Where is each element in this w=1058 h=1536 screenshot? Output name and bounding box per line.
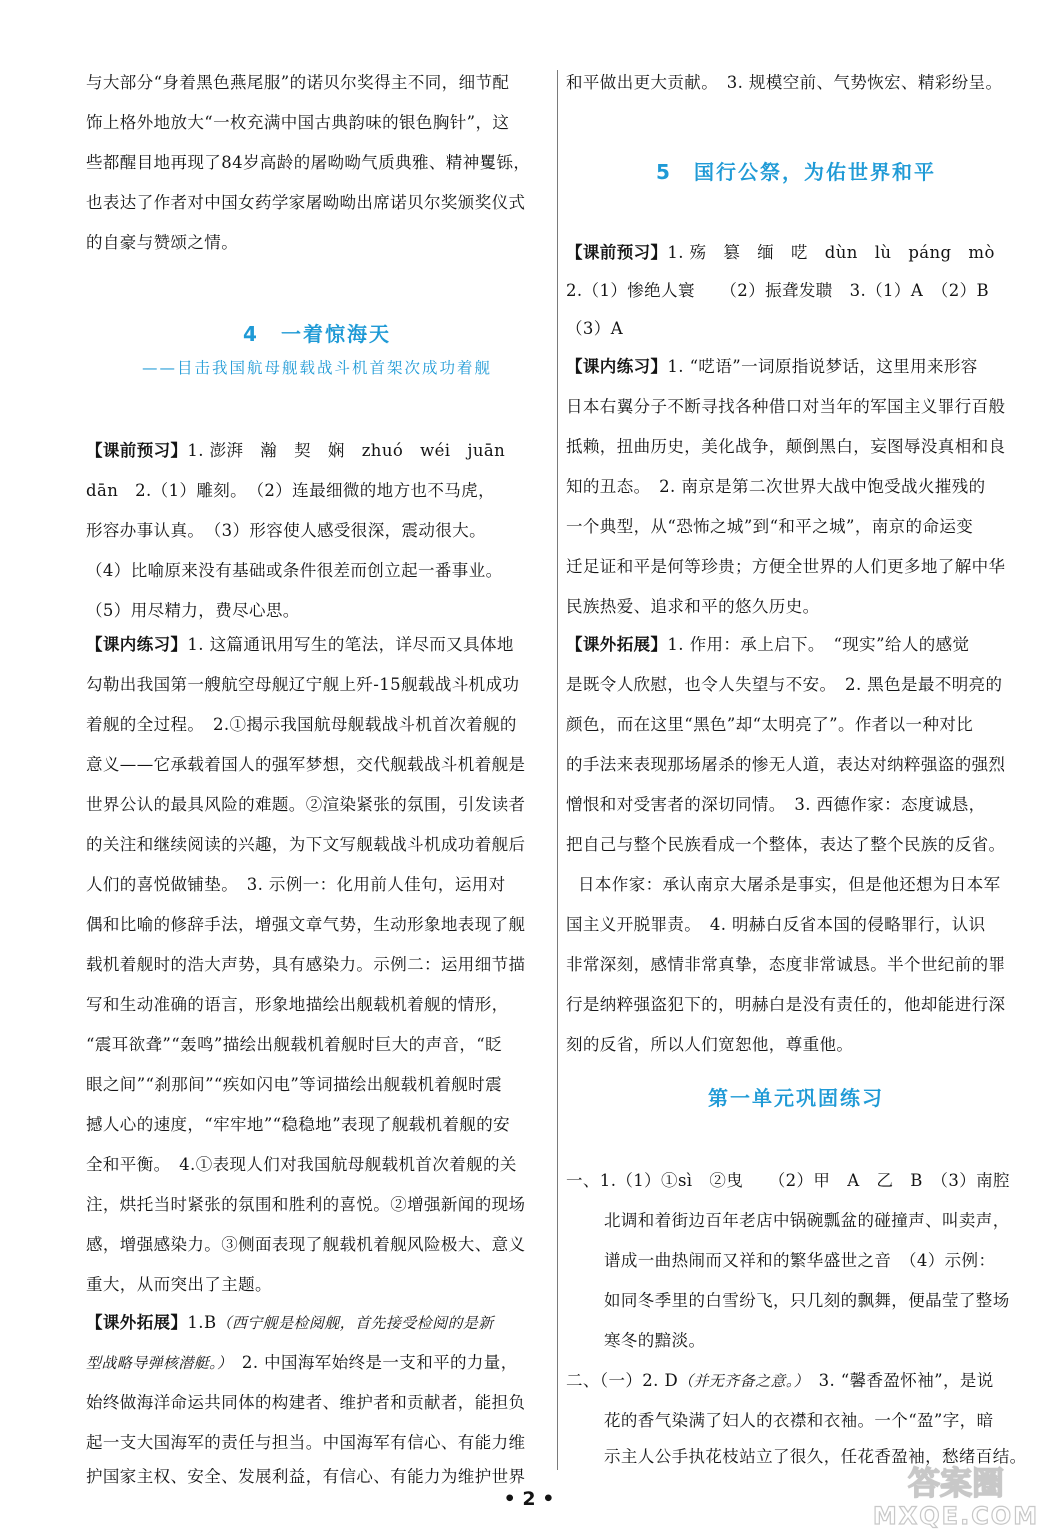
extension-tag: 【课外拓展】 <box>86 1313 188 1332</box>
text-line: 刻的反省，所以人们宽恕他，尊重他。 <box>566 1035 854 1054</box>
text-line: 花的香气染满了妇人的衣襟和衣袖。一个“盈”字，暗 <box>604 1411 994 1430</box>
text-line: 日本右翼分子不断寻找各种借口对当年的军国主义罪行百般 <box>566 397 1006 416</box>
answer-text: 二、（一）2. D <box>566 1371 679 1390</box>
text-line: 是既令人欣慰，也令人失望与不安。 2. 黑色是最不明亮的 <box>566 675 1003 694</box>
text-line: 抵赖，扭曲历史，美化战争，颠倒黑白，妄图辱没真相和良 <box>566 437 1006 456</box>
text-line: 把自己与整个民族看成一个整体，表达了整个民族的反省。 <box>566 835 1006 854</box>
text-line: 撼人心的速度，“牢牢地”“稳稳地”表现了舰载机着舰的安 <box>86 1115 511 1134</box>
text-line: 如同冬季里的白雪纷飞，只几刻的飘舞，便晶莹了整场 <box>604 1291 1010 1310</box>
text-line: 的关注和继续阅读的兴趣，为下文写舰载战斗机成功着舰后 <box>86 835 526 854</box>
extension-answer: 1.B <box>187 1313 217 1332</box>
section-4-title: 4 一着惊海天 <box>243 322 391 346</box>
section-4-subtitle: ——目击我国航母舰载战斗机首架次成功着舰 <box>141 359 492 377</box>
text-line: 起一支大国海军的责任与担当。中国海军有信心、有能力维 <box>86 1433 526 1452</box>
text-line: 行是纳粹强盗犯下的，明赫白是没有责任的，他却能进行深 <box>566 995 1006 1014</box>
text-line: 感，增强感染力。③侧面表现了舰载机着舰风险极大、意义 <box>86 1235 526 1254</box>
watermark-text: 答案圈 <box>907 1464 1005 1502</box>
column-divider <box>557 70 558 1470</box>
watermark-logo <box>862 1458 1050 1530</box>
text-line: 知的丑态。 2. 南京是第二次世界大战中饱受战火摧残的 <box>566 477 986 496</box>
text-line: 载机着舰时的浩大声势，具有感染力。示例二：运用细节描 <box>86 955 526 974</box>
text-line: 始终做海洋命运共同体的构建者、维护者和贡献者，能担负 <box>86 1393 526 1412</box>
practice-tag: 【课内练习】 <box>566 357 668 376</box>
practice-text: 1. 这篇通讯用写生的笔法，详尽而又具体地 <box>187 635 514 654</box>
extension-note: （西宁舰是检阅舰，首先接受检阅的是新 <box>216 1314 494 1332</box>
watermark-url: MXQE.COM <box>872 1502 1040 1530</box>
text-line: 憎恨和对受害者的深切同情。 3. 西德作家：态度诚恳， <box>566 795 986 814</box>
text-line: 寒冬的黯淡。 <box>604 1331 706 1350</box>
practice-text: 1. “呓语”一词原指说梦话，这里用来形容 <box>667 357 978 376</box>
preview-line <box>566 242 995 264</box>
extension-tag: 【课外拓展】 <box>566 635 668 654</box>
text-line: （3）A <box>566 319 624 338</box>
text-line <box>86 1352 518 1374</box>
text-line: 国主义开脱罪责。 4. 明赫白反省本国的侵略罪行，认识 <box>566 915 986 934</box>
text-line: 和平做出更大贡献。 3. 规模空前、气势恢宏、精彩纷呈。 <box>566 73 1003 92</box>
text-line: 一、1.（1）①sì ②曳 （2）甲 A 乙 B （3）南腔 <box>566 1171 1010 1190</box>
extension-text: 1. 作用：承上启下。 “现实”给人的感觉 <box>667 635 970 654</box>
text-line: 勾勒出我国第一艘航空母舰辽宁舰上歼-15舰载战斗机成功 <box>86 675 520 694</box>
answer-text: 3. “馨香盈怀袖”，是说 <box>801 1371 994 1390</box>
extension-note: 型战略导弹核潜艇。） <box>86 1354 226 1372</box>
text-line: 非常深刻，感情非常真挚，态度非常诚恳。半个世纪前的罪 <box>566 955 1006 974</box>
text-line: 也表达了作者对中国女药学家屠呦呦出席诺贝尔奖颁奖仪式 <box>86 193 526 212</box>
text-line: 迁足证和平是何等珍贵；方便全世界的人们更多地了解中华 <box>566 557 1006 576</box>
practice-tag: 【课内练习】 <box>86 635 188 654</box>
text-line: 些都醒目地再现了84岁高龄的屠呦呦气质典雅、精神矍铄， <box>86 153 531 172</box>
preview-tag: 【课前预习】 <box>566 243 668 262</box>
preview-text: 1. 澎湃 瀚 契 娴 zhuó wéi juān <box>187 441 506 460</box>
text-line: 形容办事认真。 （3）形容使人感受很深，震动很大。 <box>86 521 486 540</box>
text-line <box>566 1370 994 1392</box>
text-line: 2.（1）惨绝人寰 （2）振聋发聩 3.（1）A （2）B <box>566 281 990 300</box>
extension-text: 2. 中国海军始终是一支和平的力量， <box>225 1353 518 1372</box>
text-line: 与大部分“身着黑色燕尾服”的诺贝尔奖得主不同，细节配 <box>86 73 510 92</box>
text-line: 的自豪与赞颂之情。 <box>86 233 239 252</box>
text-line: “震耳欲聋”“轰鸣”描绘出舰载机着舰时巨大的声音，“眨 <box>86 1035 502 1054</box>
text-line: 偶和比喻的修辞手法，增强文章气势，生动形象地表现了舰 <box>86 915 526 934</box>
text-line: 意义——它承载着国人的强军梦想，交代舰载战斗机着舰是 <box>86 755 526 774</box>
practice-line <box>566 356 978 378</box>
preview-text: 1. 殇 篡 缅 呓 dùn lù páng mò <box>667 243 995 262</box>
preview-tag: 【课前预习】 <box>86 441 188 460</box>
text-line: 饰上格外地放大“一枚充满中国古典韵味的银色胸针”，这 <box>86 113 510 132</box>
extension-line <box>566 634 969 656</box>
text-line: 民族热爱、追求和平的悠久历史。 <box>566 597 820 616</box>
text-line: 重大，从而突出了主题。 <box>86 1275 272 1294</box>
text-line: 的手法来表现那场屠杀的惨无人道，表达对纳粹强盗的强烈 <box>566 755 1006 774</box>
text-line: 示主人公手执花枝站立了很久，任花香盈袖，愁绪百结。 <box>604 1447 1027 1466</box>
text-line: 全和平衡。 4.①表现人们对我国航母舰载机首次着舰的关 <box>86 1155 517 1174</box>
answer-note: （并无齐备之意。） <box>678 1372 802 1390</box>
text-line: 眼之间”“刹那间”“疾如闪电”等词描绘出舰载机着舰时震 <box>86 1075 502 1094</box>
text-line: 颜色，而在这里“黑色”却“太明亮了”。作者以一种对比 <box>566 715 974 734</box>
text-line: （5）用尽精力，费尽心思。 <box>86 601 300 620</box>
text-line: 着舰的全过程。 2.①揭示我国航母舰载战斗机首次着舰的 <box>86 715 517 734</box>
text-line: 人们的喜悦做铺垫。 3. 示例一：化用前人佳句，运用对 <box>86 875 506 894</box>
text-line: 护国家主权、安全、发展利益，有信心、有能力为维护世界 <box>86 1467 526 1486</box>
page-number: • 2 • <box>503 1488 555 1510</box>
preview-line <box>86 440 505 462</box>
unit-review-title: 第一单元巩固练习 <box>708 1086 884 1110</box>
text-line: 写和生动准确的语言，形象地描绘出舰载机着舰的情形， <box>86 995 509 1014</box>
section-5-title: 5 国行公祭，为佑世界和平 <box>656 160 936 184</box>
practice-line <box>86 634 514 656</box>
extension-line <box>86 1312 494 1334</box>
text-line: 世界公认的最具风险的难题。②渲染紧张的氛围，引发读者 <box>86 795 526 814</box>
text-line: 一个典型，从“恐怖之城”到“和平之城”，南京的命运变 <box>566 517 974 536</box>
text-line: 谱成一曲热闹而又祥和的繁华盛世之音 （4）示例： <box>604 1251 996 1270</box>
text-line: 日本作家：承认南京大屠杀是事实，但是他还想为日本军 <box>578 875 1001 894</box>
text-line: dān 2.（1）雕刻。 （2）连最细微的地方也不马虎， <box>86 481 495 500</box>
text-line: 注，烘托当时紧张的氛围和胜利的喜悦。②增强新闻的现场 <box>86 1195 526 1214</box>
text-line: 北调和着街边百年老店中锅碗瓢盆的碰撞声、叫卖声， <box>604 1211 1010 1230</box>
text-line: （4）比喻原来没有基础或条件很差而创立起一番事业。 <box>86 561 503 580</box>
